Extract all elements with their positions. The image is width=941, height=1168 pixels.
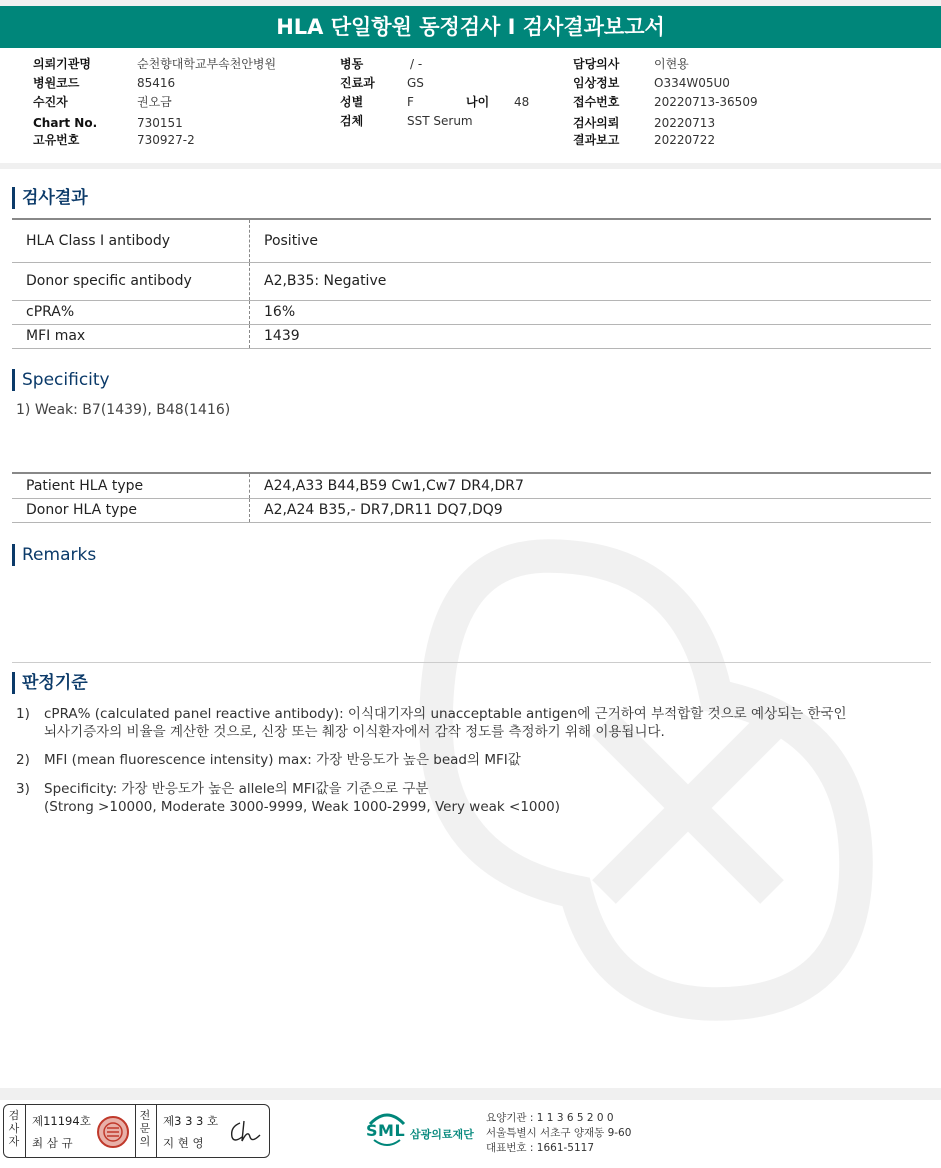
criteria-line: 뇌사기증자의 비율을 계산한 것으로, 신장 또는 췌장 이식환자에서 감작 정도를 측정하기 위해 이용됩니다. (44, 724, 665, 740)
criteria-line: Specificity: 가장 반응도가 높은 allele의 MFI값을 기준으로 구분 (44, 781, 429, 797)
criteria-line: cPRA% (calculated panel reactive antibody): 이식대기자의 unacceptable antigen에 근거하여 부적합할 것으로 예상되는 한국인 (44, 706, 847, 722)
header-label: 담당의사 (573, 57, 620, 71)
header-divider (0, 163, 941, 169)
criteria-number: 1) (16, 706, 30, 722)
divider (25, 1105, 26, 1157)
section-title-results: 검사결과 (12, 187, 88, 209)
hla-key: Donor HLA type (12, 498, 250, 522)
table-row (12, 300, 931, 324)
header-value: 순천향대학교부속천안병원 (137, 57, 277, 71)
table-row (12, 474, 931, 498)
header-value: SST Serum (407, 114, 473, 128)
header-value: O334W05U0 (654, 76, 730, 90)
table-row (12, 220, 931, 262)
hla-value: A24,A33 B44,B59 Cw1,Cw7 DR4,DR7 (250, 474, 932, 498)
table-row (12, 262, 931, 300)
result-key: HLA Class I antibody (12, 220, 250, 262)
org-name: 삼광의료재단 (410, 1128, 474, 1141)
hla-type-table (12, 474, 931, 523)
header-value: GS (407, 76, 424, 90)
specialist-name: 지 현 영 (163, 1136, 204, 1150)
header-label: 의뢰기관명 (33, 57, 91, 71)
header-label: 검체 (340, 114, 364, 128)
divider (156, 1105, 157, 1157)
org-phone: 대표번호 : 1661-5117 (486, 1142, 595, 1154)
header-label: 진료과 (340, 76, 375, 90)
result-key: cPRA% (12, 300, 250, 324)
section-title-remarks: Remarks (12, 544, 96, 566)
result-key: MFI max (12, 324, 250, 348)
section-title-specificity: Specificity (12, 369, 110, 391)
result-value: A2,B35: Negative (250, 262, 932, 300)
header-label: 임상정보 (573, 76, 620, 90)
header-label: 고유번호 (33, 133, 80, 147)
header-value: 20220713 (654, 116, 716, 130)
results-table (12, 220, 931, 349)
header-label: 병동 (340, 57, 364, 71)
inspector-label: 검사자 (8, 1109, 20, 1148)
result-key: Donor specific antibody (12, 262, 250, 300)
header-label: Chart No. (33, 116, 98, 130)
header-label: 검사의뢰 (573, 116, 620, 130)
table-row (12, 498, 931, 522)
table-row (12, 324, 931, 348)
divider (135, 1105, 136, 1157)
header-value: 48 (514, 95, 530, 109)
criteria-divider (12, 662, 931, 663)
header-value: 730927-2 (137, 133, 195, 147)
header-value: 이현용 (654, 57, 689, 71)
hla-key: Patient HLA type (12, 474, 250, 498)
seal-icon (96, 1115, 130, 1149)
footer-band (0, 1088, 941, 1100)
criteria-line: (Strong >10000, Moderate 3000-9999, Weak 1000-2999, Very weak <1000) (44, 799, 560, 815)
header-label: 나이 (466, 95, 490, 109)
result-value: Positive (250, 220, 932, 262)
watermark-graphic (380, 500, 940, 1060)
result-value: 1439 (250, 324, 932, 348)
criteria-line: MFI (mean fluorescence intensity) max: 가장 반응도가 높은 bead의 MFI값 (44, 752, 521, 768)
header-label: 성별 (340, 95, 364, 109)
specificity-text: 1) Weak: B7(1439), B48(1416) (16, 402, 231, 418)
header-value: 권오금 (137, 95, 172, 109)
header-value: 20220713-36509 (654, 95, 758, 109)
org-address: 서울특별시 서초구 양재동 9-60 (486, 1127, 632, 1139)
inspector-license: 제11194호 (32, 1114, 91, 1128)
header-value: 85416 (137, 76, 176, 90)
signature-box (3, 1104, 270, 1158)
result-value: 16% (250, 300, 932, 324)
header-value: 730151 (137, 116, 183, 130)
report-title: HLA 단일항원 동정검사 I 검사결과보고서 (0, 6, 941, 48)
header-label: 수진자 (33, 95, 68, 109)
specialist-label: 전문의 (139, 1109, 151, 1148)
header-label: 접수번호 (573, 95, 620, 109)
section-title-criteria: 판정기준 (12, 672, 88, 694)
signature-icon (224, 1117, 264, 1147)
org-code: 요양기관 : 1 1 3 6 5 2 0 0 (486, 1112, 614, 1124)
header-value: F (407, 95, 414, 109)
specialist-license: 제3 3 3 호 (163, 1114, 219, 1128)
hla-value: A2,A24 B35,- DR7,DR11 DQ7,DQ9 (250, 498, 932, 522)
inspector-name: 최 삼 규 (32, 1136, 73, 1150)
header-value: 20220722 (654, 133, 716, 147)
logo-text: SML (366, 1121, 406, 1140)
header-label: 병원코드 (33, 76, 80, 90)
header-label: 결과보고 (573, 133, 620, 147)
criteria-number: 3) (16, 781, 30, 797)
header-value: / - (410, 57, 423, 71)
criteria-number: 2) (16, 752, 30, 768)
